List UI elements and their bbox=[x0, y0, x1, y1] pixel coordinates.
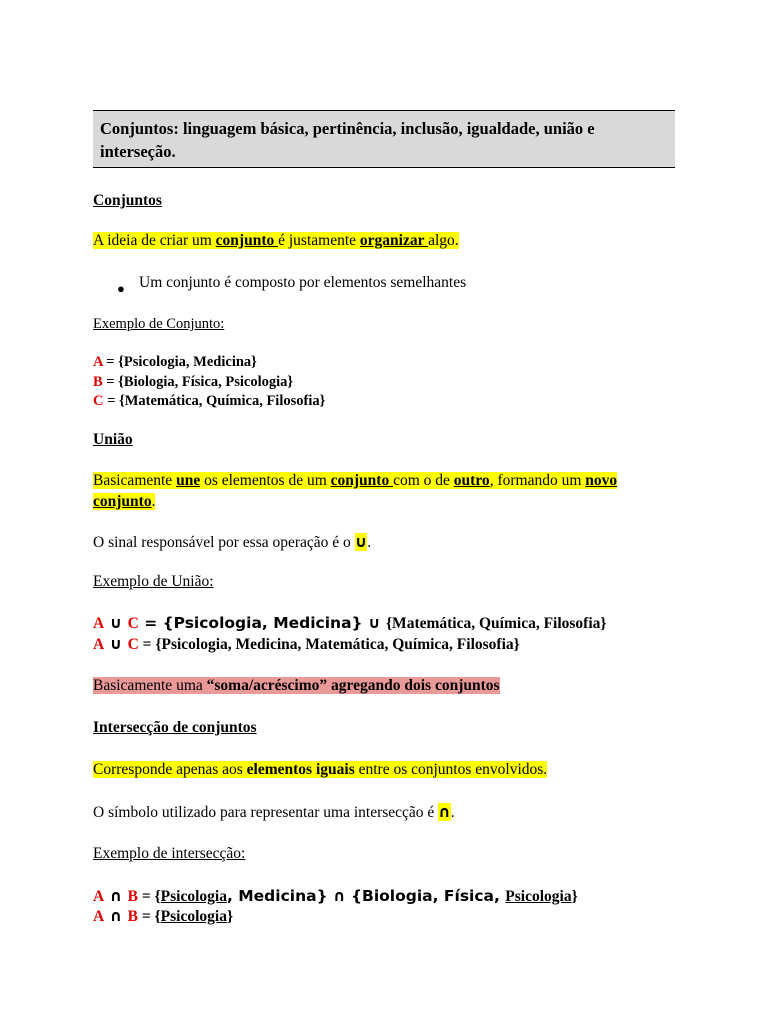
text: Corresponde apenas aos bbox=[93, 761, 247, 778]
paragraph-simbolo-interseccao bbox=[93, 802, 455, 823]
set-name: C bbox=[93, 393, 104, 409]
text: O sinal responsável por essa operação é o bbox=[93, 534, 355, 551]
paragraph-sinal-uniao bbox=[93, 532, 371, 553]
set-name: B bbox=[93, 374, 103, 390]
set-name: A bbox=[93, 354, 103, 370]
section-heading-uniao: União bbox=[93, 431, 133, 448]
union-operator: ∪ bbox=[104, 614, 128, 632]
text: com o de bbox=[393, 472, 454, 489]
set-value: = {Biologia, Física, Psicologia} bbox=[102, 374, 294, 390]
text: A ideia de criar um bbox=[93, 232, 216, 249]
intersection-operator: ∩ bbox=[104, 887, 128, 905]
set-name: A bbox=[93, 615, 105, 632]
set-value: = {Matemática, Química, Filosofia} bbox=[103, 393, 326, 409]
set-value: = {Psicologia, Medicina} bbox=[102, 354, 257, 370]
text: entre os conjuntos envolvidos. bbox=[354, 761, 548, 778]
paragraph-uniao-line2 bbox=[93, 492, 155, 512]
text: os elementos de um bbox=[200, 472, 331, 489]
section-heading-interseccao: Intersecção de conjuntos bbox=[93, 719, 257, 736]
document-title: Conjuntos: linguagem básica, pertinência, inclusão, igualdade, união e interseção. bbox=[93, 110, 675, 168]
text: Basicamente uma bbox=[93, 677, 207, 694]
set-name: B bbox=[127, 908, 138, 925]
emphasis-psicologia: Psicologia bbox=[505, 888, 572, 905]
text: O símbolo utilizado para representar uma intersecção é bbox=[93, 804, 439, 821]
paragraph-interseccao bbox=[93, 760, 547, 780]
text: Basicamente bbox=[93, 472, 177, 489]
emphasis-conjunto: conjunto bbox=[215, 232, 279, 249]
text: } bbox=[571, 888, 578, 905]
bullet-item: Um conjunto é composto por elementos semelhantes bbox=[139, 274, 467, 291]
set-name: A bbox=[93, 636, 105, 653]
emphasis-novo: novo bbox=[585, 472, 618, 489]
emphasis-psicologia: Psicologia bbox=[160, 888, 227, 905]
set-definition-c bbox=[93, 391, 325, 411]
set-name: C bbox=[127, 636, 139, 653]
paragraph-uniao-line1 bbox=[93, 471, 617, 491]
set-value: = {Psicologia, Medicina} ∪ bbox=[138, 614, 386, 632]
union-symbol: ∪ bbox=[354, 533, 368, 551]
set-definition-b bbox=[93, 372, 293, 392]
text: . bbox=[367, 534, 372, 551]
example-label-interseccao: Exemplo de intersecção: bbox=[93, 845, 246, 862]
text: = { bbox=[137, 888, 161, 905]
text: é justamente bbox=[278, 232, 360, 249]
emphasis-une: une bbox=[176, 472, 201, 489]
emphasis-organizar: organizar bbox=[359, 232, 429, 249]
set-name: C bbox=[127, 615, 139, 632]
intersection-example-2 bbox=[93, 906, 233, 927]
emphasis-soma: “soma/acréscimo” agregando dois conjuntos bbox=[206, 677, 500, 694]
set-value: {Matemática, Química, Filosofia} bbox=[385, 615, 607, 632]
set-value: = {Psicologia, Medicina, Matemática, Química, Filosofia} bbox=[138, 636, 520, 653]
example-label-conjunto: Exemplo de Conjunto: bbox=[93, 316, 225, 332]
text: = { bbox=[137, 908, 161, 925]
emphasis-outro: outro bbox=[453, 472, 490, 489]
set-name: A bbox=[93, 908, 105, 925]
text: , formando um bbox=[489, 472, 586, 489]
emphasis-conjunto: conjunto bbox=[330, 472, 394, 489]
intersection-symbol: ∩ bbox=[438, 803, 451, 821]
text: } bbox=[226, 908, 234, 925]
paragraph-conjunto-ideia bbox=[93, 231, 459, 251]
emphasis-conjunto: conjunto bbox=[93, 493, 152, 510]
section-heading-conjuntos: Conjuntos bbox=[93, 192, 162, 209]
union-example-1 bbox=[93, 613, 607, 634]
text: . bbox=[450, 804, 455, 821]
set-name: B bbox=[127, 888, 138, 905]
union-example-2 bbox=[93, 634, 520, 655]
set-definition-a bbox=[93, 352, 257, 372]
bullet-marker: ● bbox=[117, 281, 125, 296]
union-operator: ∪ bbox=[104, 635, 128, 653]
intersection-example-1 bbox=[93, 886, 578, 907]
text: algo. bbox=[428, 232, 459, 249]
example-label-uniao: Exemplo de União: bbox=[93, 573, 214, 590]
emphasis-elementos-iguais: elementos iguais bbox=[246, 761, 355, 778]
union-summary-note bbox=[93, 676, 500, 696]
intersection-operator: ∩ bbox=[104, 907, 128, 925]
text: . bbox=[151, 493, 156, 510]
emphasis-psicologia: Psicologia bbox=[160, 908, 227, 925]
set-value: , Medicina} ∩ {Biologia, Física, bbox=[226, 887, 506, 905]
set-name: A bbox=[93, 888, 105, 905]
